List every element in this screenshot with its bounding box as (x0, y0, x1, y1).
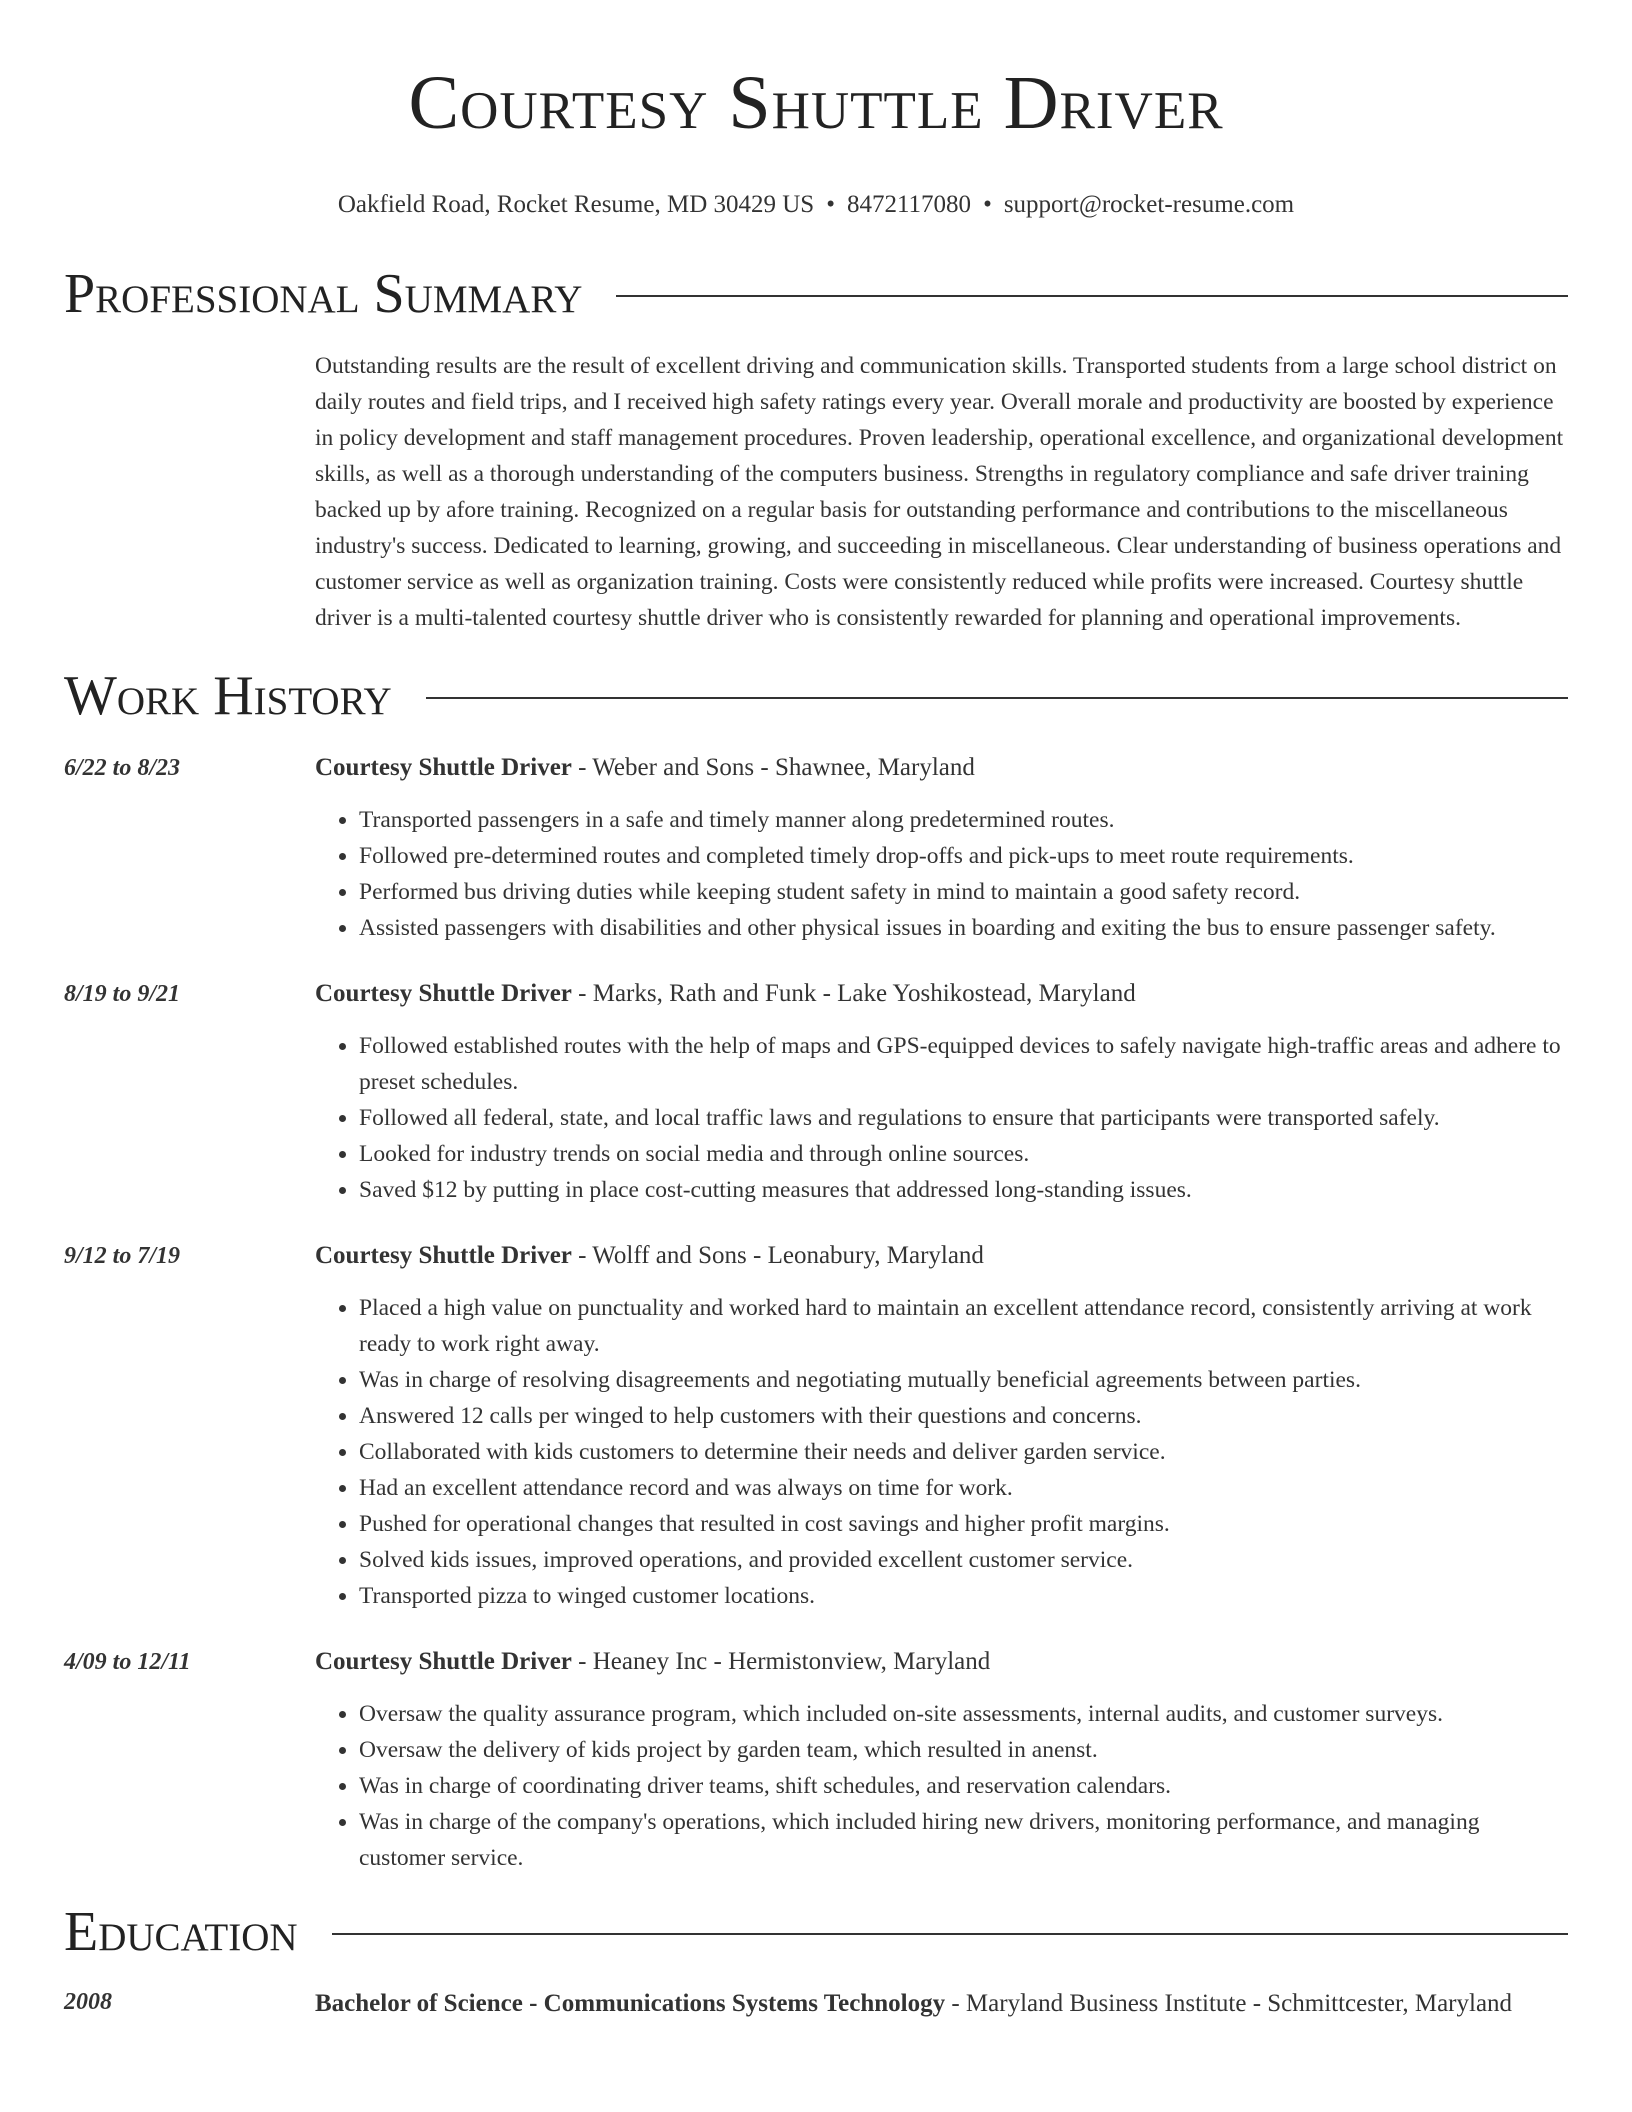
contact-address: Oakfield Road, Rocket Resume, MD 30429 US (337, 191, 815, 218)
job-employer: - Heaney Inc - Hermistonview, Maryland (571, 1648, 991, 1675)
job-bullet: • Pushed for operational changes that resulted in cost savings and higher profit margins. (359, 1506, 1568, 1542)
section-divider (332, 1933, 1568, 1935)
job-body (315, 1238, 1568, 1614)
job-bullets (315, 1290, 1568, 1614)
job-body (315, 976, 1568, 1208)
contact-line (64, 190, 1568, 220)
job-bullet: • Transported passengers in a safe and timely manner along predetermined routes. (359, 802, 1568, 838)
job-title-line (315, 1644, 1568, 1680)
job-bullet: • Performed bus driving duties while keeping student safety in mind to maintain a good safety record. (359, 874, 1568, 910)
education-title-line (315, 1984, 1568, 2024)
job-bullet: • Was in charge of the company's operations, which included hiring new drivers, monitoring performance, and managing customer service. (359, 1804, 1568, 1876)
job-title-line (315, 976, 1568, 1012)
job-title: Courtesy Shuttle Driver (315, 980, 572, 1007)
education-degree: Bachelor of Science - Communications Systems Technology (315, 1990, 946, 2017)
job-bullet: • Followed established routes with the help of maps and GPS-equipped devices to safely navigate high-traffic areas and adhere to preset schedules. (359, 1028, 1568, 1100)
job-date: 9/12 to 7/19 (64, 1243, 181, 1269)
job-bullet: • Collaborated with kids customers to determine their needs and deliver garden service. (359, 1434, 1568, 1470)
job-employer: - Weber and Sons - Shawnee, Maryland (571, 754, 975, 781)
job-employer: - Marks, Rath and Funk - Lake Yoshikostead, Maryland (571, 980, 1136, 1007)
job-bullet: • Followed pre-determined routes and completed timely drop-offs and pick-ups to meet route requirements. (359, 838, 1568, 874)
job-bullet: • Assisted passengers with disabilities and other physical issues in boarding and exiting the bus to ensure passenger safety. (359, 910, 1568, 946)
education-body (315, 1984, 1568, 2024)
job-date: 8/19 to 9/21 (64, 981, 181, 1007)
work-heading: Work History (64, 665, 392, 727)
job-entry (64, 750, 1568, 946)
contact-email: support@rocket-resume.com (1003, 191, 1295, 218)
job-bullet: • Saved $12 by putting in place cost-cutting measures that addressed long-standing issues. (359, 1172, 1568, 1208)
job-body (315, 1644, 1568, 1876)
job-entry (64, 976, 1568, 1208)
section-divider (426, 697, 1568, 699)
job-bullet: • Oversaw the delivery of kids project by garden team, which resulted in anenst. (359, 1732, 1568, 1768)
contact-phone: 8472117080 (846, 191, 972, 218)
job-bullets (315, 1028, 1568, 1208)
summary-text: Outstanding results are the result of excellent driving and communication skills. Transported students from a large school district on daily routes and field trips, and I received high safety ratings every year. Overall morale and productivity are boosted by experience in policy development and staff management procedures. Proven leadership, operational excellence, and organizational development skills, as well as a thorough understanding of the computers business. Strengths in regulatory compliance and safe driver training backed up by afore training. Recognized on a regular basis for outstanding performance and contributions to the miscellaneous industry's success. Dedicated to learning, growing, and succeeding in miscellaneous. Clear understanding of business operations and customer service as well as organization training. Costs were consistently reduced while profits were increased. Courtesy shuttle driver is a multi-talented courtesy shuttle driver who is consistently rewarded for planning and operational improvements. (315, 353, 1564, 631)
job-bullet: • Oversaw the quality assurance program, which included on-site assessments, internal audits, and customer surveys. (359, 1696, 1568, 1732)
job-entry (64, 1238, 1568, 1614)
job-date: 6/22 to 8/23 (64, 755, 181, 781)
job-bullet: • Solved kids issues, improved operations, and provided excellent customer service. (359, 1542, 1568, 1578)
job-title: Courtesy Shuttle Driver (315, 1648, 572, 1675)
education-heading: Education (64, 1901, 298, 1963)
education-entry (64, 1984, 1568, 2024)
job-bullet: • Transported pizza to winged customer locations. (359, 1578, 1568, 1614)
job-title-line (315, 750, 1568, 786)
job-bullet: • Answered 12 calls per winged to help customers with their questions and concerns. (359, 1398, 1568, 1434)
contact-separator: • (826, 191, 835, 218)
job-bullet: • Looked for industry trends on social media and through online sources. (359, 1136, 1568, 1172)
education-school: - Maryland Business Institute - Schmittcester, Maryland (945, 1990, 1513, 2017)
resume-name: Courtesy Shuttle Driver (408, 61, 1224, 145)
education-date: 2008 (64, 1989, 112, 2015)
job-bullet: • Was in charge of coordinating driver teams, shift schedules, and reservation calendars. (359, 1768, 1568, 1804)
job-bullet: • Placed a high value on punctuality and worked hard to maintain an excellent attendance record, consistently arriving at work ready to work right away. (359, 1290, 1568, 1362)
job-entry (64, 1644, 1568, 1876)
job-bullets (315, 802, 1568, 946)
education-section-header (64, 1900, 1568, 1964)
job-title-line (315, 1238, 1568, 1274)
work-section-header (64, 664, 1568, 728)
job-bullet: • Had an excellent attendance record and was always on time for work. (359, 1470, 1568, 1506)
job-employer: - Wolff and Sons - Leonabury, Maryland (571, 1242, 984, 1269)
job-bullet: • Was in charge of resolving disagreements and negotiating mutually beneficial agreements between parties. (359, 1362, 1568, 1398)
contact-separator: • (983, 191, 992, 218)
job-body (315, 750, 1568, 946)
section-divider (616, 295, 1568, 297)
job-bullet: • Followed all federal, state, and local traffic laws and regulations to ensure that participants were transported safely. (359, 1100, 1568, 1136)
job-title: Courtesy Shuttle Driver (315, 1242, 572, 1269)
job-date: 4/09 to 12/11 (64, 1649, 191, 1675)
summary-heading: Professional Summary (64, 263, 583, 325)
job-bullets (315, 1696, 1568, 1876)
job-title: Courtesy Shuttle Driver (315, 754, 572, 781)
summary-section-header (64, 262, 1568, 326)
